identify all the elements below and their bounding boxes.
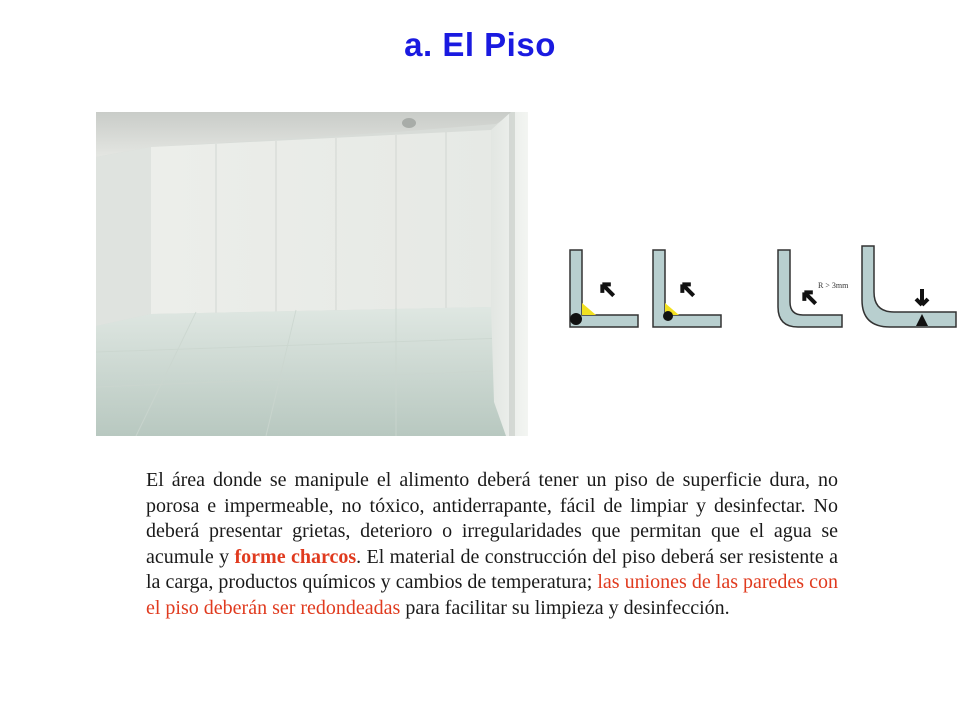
arrow-icon-2 (678, 280, 698, 300)
rounded-corner-diagram (778, 250, 849, 327)
radius-label: R > 3mm (818, 281, 849, 290)
highlight-uniones: las uniones de las paredes con el piso deberán ser redondeadas (146, 571, 838, 619)
wall-floor-junction-diagrams (560, 240, 960, 340)
arrow-icon-1 (598, 280, 618, 300)
sharp-corner-diagram-1 (570, 250, 638, 327)
slide-title: a. El Piso (404, 26, 556, 63)
arrow-icon-4 (916, 289, 928, 305)
paragraph-text-3: para facilitar su limpieza y desinfección. (400, 596, 730, 619)
body-paragraph (146, 468, 838, 621)
sharp-corner-diagram-2 (653, 250, 721, 327)
rounded-joint-sealant-diagram (862, 246, 956, 327)
paragraph-text-2: . El material de construcción del piso deberá ser resistente a la carga, productos químicos y cambios de temperatura; (146, 545, 838, 593)
paragraph-text-1: El área donde se manipule el alimento deberá tener un piso de superficie dura, no porosa e impermeable, no tóxico, antiderrapante, fácil de limpiar y desinfectar. No deberá presentar grietas, deterioro o irregularidades que permitan que el agua se acumule y (146, 469, 838, 568)
highlight-forme-charcos: forme charcos (234, 545, 357, 568)
arrow-icon-3 (800, 288, 820, 308)
cold-room-photo (96, 112, 528, 436)
